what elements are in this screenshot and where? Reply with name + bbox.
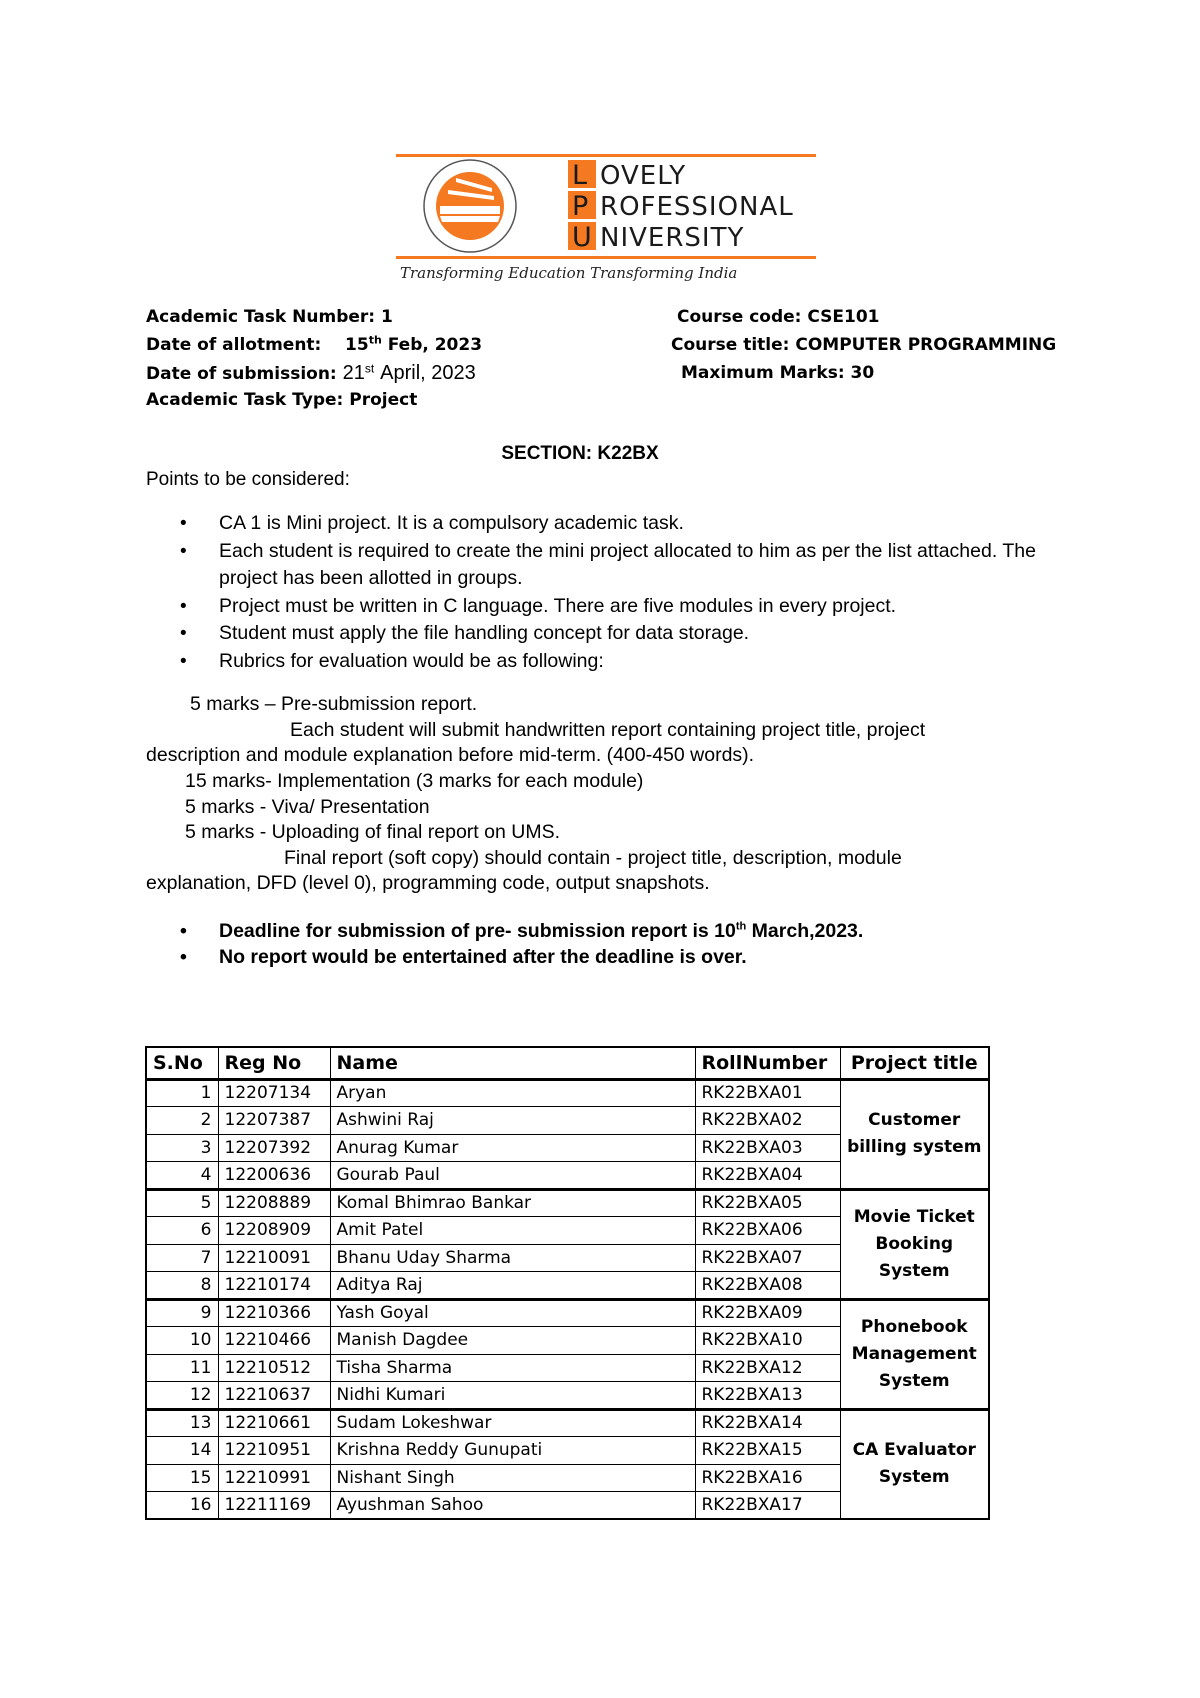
header-roll-number: RollNumber (695, 1047, 840, 1079)
cell-sno: 12 (146, 1382, 218, 1410)
logo-word-lovely: OVELY (600, 161, 687, 191)
cell-name: Aryan (330, 1079, 695, 1107)
cell-reg-no: 12210637 (218, 1382, 330, 1410)
cell-reg-no: 12210366 (218, 1299, 330, 1327)
submission-day: 21 (342, 362, 365, 384)
rubric-final-desc-2: explanation, DFD (level 0), programming code, output snapshots. (146, 872, 710, 894)
cell-reg-no: 12207387 (218, 1107, 330, 1135)
allotment-label: Date of allotment: (146, 335, 322, 355)
cell-reg-no: 12211169 (218, 1492, 330, 1520)
logo-letter-l: L (572, 160, 588, 191)
submission-rest: April, 2023 (380, 362, 476, 384)
seal-stripe-2 (440, 216, 500, 222)
cell-roll-number: RK22BXA03 (695, 1134, 840, 1162)
points-label: Points to be considered: (146, 469, 350, 490)
cell-reg-no: 12207392 (218, 1134, 330, 1162)
cell-roll-number: RK22BXA06 (695, 1217, 840, 1245)
cell-reg-no: 12207134 (218, 1079, 330, 1107)
cell-name: Amit Patel (330, 1217, 695, 1245)
cell-roll-number: RK22BXA14 (695, 1409, 840, 1437)
point-item: • CA 1 is Mini project. It is a compulsory academic task. (180, 510, 1060, 538)
header-project-title: Project title (840, 1047, 989, 1079)
cell-sno: 1 (146, 1079, 218, 1107)
allotment-rest: Feb, 2023 (387, 335, 483, 355)
cell-roll-number: RK22BXA01 (695, 1079, 840, 1107)
cell-name: Yash Goyal (330, 1299, 695, 1327)
logo-word-university: NIVERSITY (600, 223, 745, 253)
project-allocation-table (145, 1046, 990, 1520)
cell-name: Tisha Sharma (330, 1354, 695, 1382)
date-of-submission (146, 362, 476, 385)
logo-letter-p: P (572, 191, 589, 222)
cell-reg-no: 12210174 (218, 1272, 330, 1300)
deadline-text: Deadline for submission of pre- submission report is 10 (219, 920, 736, 942)
header-name: Name (330, 1047, 695, 1079)
cell-project-title: Phonebook Management System (840, 1299, 989, 1409)
point-item: • Rubrics for evaluation would be as following: (180, 648, 1060, 676)
cell-name: Sudam Lokeshwar (330, 1409, 695, 1437)
header-reg-no: Reg No (218, 1047, 330, 1079)
points-list (180, 510, 1060, 675)
table-row (146, 1189, 989, 1217)
cell-roll-number: RK22BXA09 (695, 1299, 840, 1327)
cell-roll-number: RK22BXA08 (695, 1272, 840, 1300)
submission-label: Date of submission: (146, 364, 337, 384)
maximum-marks: Maximum Marks: 30 (681, 363, 875, 383)
cell-sno: 14 (146, 1437, 218, 1465)
cell-name: Gourab Paul (330, 1162, 695, 1190)
cell-roll-number: RK22BXA15 (695, 1437, 840, 1465)
cell-roll-number: RK22BXA10 (695, 1327, 840, 1355)
cell-roll-number: RK22BXA17 (695, 1492, 840, 1520)
cell-project-title: Movie Ticket Booking System (840, 1189, 989, 1299)
cell-project-title: CA Evaluator System (840, 1409, 989, 1519)
seal-stripe (440, 206, 500, 214)
deadline-item: • No report would be entertained after the deadline is over. (180, 944, 863, 970)
cell-roll-number: RK22BXA12 (695, 1354, 840, 1382)
point-item: • Each student is required to create the mini project allocated to him as per the list attached. The project has been allotted in groups. (180, 538, 1060, 593)
rubric-pre-submission: 5 marks – Pre-submission report. (190, 693, 478, 715)
cell-roll-number: RK22BXA16 (695, 1464, 840, 1492)
cell-sno: 15 (146, 1464, 218, 1492)
course-title: Course title: COMPUTER PROGRAMMING (671, 335, 1057, 355)
table-row (146, 1299, 989, 1327)
logo-top-bar (396, 154, 816, 157)
cell-name: Krishna Reddy Gunupati (330, 1437, 695, 1465)
cell-sno: 4 (146, 1162, 218, 1190)
cell-name: Aditya Raj (330, 1272, 695, 1300)
cell-roll-number: RK22BXA02 (695, 1107, 840, 1135)
rubric-final-desc-1: Final report (soft copy) should contain - project title, description, module (284, 847, 902, 869)
task-type: Academic Task Type: Project (146, 390, 418, 410)
cell-sno: 2 (146, 1107, 218, 1135)
cell-reg-no: 12208909 (218, 1217, 330, 1245)
logo-bottom-bar (396, 256, 816, 259)
point-item: • Project must be written in C language. There are five modules in every project. (180, 593, 1060, 621)
task-number: Academic Task Number: 1 (146, 307, 393, 327)
cell-sno: 8 (146, 1272, 218, 1300)
cell-roll-number: RK22BXA05 (695, 1189, 840, 1217)
cell-reg-no: 12210512 (218, 1354, 330, 1382)
cell-sno: 13 (146, 1409, 218, 1437)
section-title: SECTION: K22BX (501, 443, 659, 464)
cell-reg-no: 12210466 (218, 1327, 330, 1355)
course-code: Course code: CSE101 (677, 307, 880, 327)
cell-name: Manish Dagdee (330, 1327, 695, 1355)
rubric-pre-submission-desc-2: description and module explanation before mid-term. (400-450 words). (146, 744, 755, 766)
rubric-upload: 5 marks - Uploading of final report on UMS. (185, 821, 560, 843)
cell-name: Komal Bhimrao Bankar (330, 1189, 695, 1217)
deadline-sup: th (735, 920, 747, 933)
allotment-day: 15 (345, 335, 369, 355)
cell-sno: 7 (146, 1244, 218, 1272)
logo-letter-u: U (572, 222, 592, 253)
rubric-pre-submission-desc-1: Each student will submit handwritten report containing project title, project (290, 719, 926, 741)
cell-sno: 9 (146, 1299, 218, 1327)
cell-roll-number: RK22BXA07 (695, 1244, 840, 1272)
cell-sno: 11 (146, 1354, 218, 1382)
cell-roll-number: RK22BXA04 (695, 1162, 840, 1190)
cell-reg-no: 12210951 (218, 1437, 330, 1465)
cell-sno: 5 (146, 1189, 218, 1217)
university-logo (396, 152, 816, 287)
cell-sno: 10 (146, 1327, 218, 1355)
cell-sno: 16 (146, 1492, 218, 1520)
deadline-item (180, 918, 863, 944)
submission-sup: st (364, 361, 375, 376)
logo-tagline: Transforming Education Transforming India (400, 264, 738, 282)
date-of-allotment (146, 335, 482, 355)
deadline-list (180, 918, 863, 970)
table-row (146, 1409, 989, 1437)
cell-roll-number: RK22BXA13 (695, 1382, 840, 1410)
cell-sno: 6 (146, 1217, 218, 1245)
cell-name: Ayushman Sahoo (330, 1492, 695, 1520)
cell-reg-no: 12210661 (218, 1409, 330, 1437)
point-item: • Student must apply the file handling concept for data storage. (180, 620, 1060, 648)
cell-reg-no: 12208889 (218, 1189, 330, 1217)
cell-name: Nishant Singh (330, 1464, 695, 1492)
rubric-viva: 5 marks - Viva/ Presentation (185, 796, 430, 818)
cell-name: Anurag Kumar (330, 1134, 695, 1162)
header-sno: S.No (146, 1047, 218, 1079)
cell-reg-no: 12210991 (218, 1464, 330, 1492)
cell-project-title: Customer billing system (840, 1079, 989, 1189)
cell-name: Nidhi Kumari (330, 1382, 695, 1410)
allotment-sup: th (368, 333, 382, 347)
logo-word-professional: ROFESSIONAL (600, 192, 794, 222)
deadline-date: March,2023. (751, 920, 864, 942)
lpu-logo-graphic (396, 152, 816, 287)
table-header-row (146, 1047, 989, 1079)
rubric-implementation: 15 marks- Implementation (3 marks for each module) (185, 770, 644, 792)
cell-name: Bhanu Uday Sharma (330, 1244, 695, 1272)
table-row (146, 1079, 989, 1107)
cell-name: Ashwini Raj (330, 1107, 695, 1135)
cell-reg-no: 12200636 (218, 1162, 330, 1190)
cell-sno: 3 (146, 1134, 218, 1162)
cell-reg-no: 12210091 (218, 1244, 330, 1272)
